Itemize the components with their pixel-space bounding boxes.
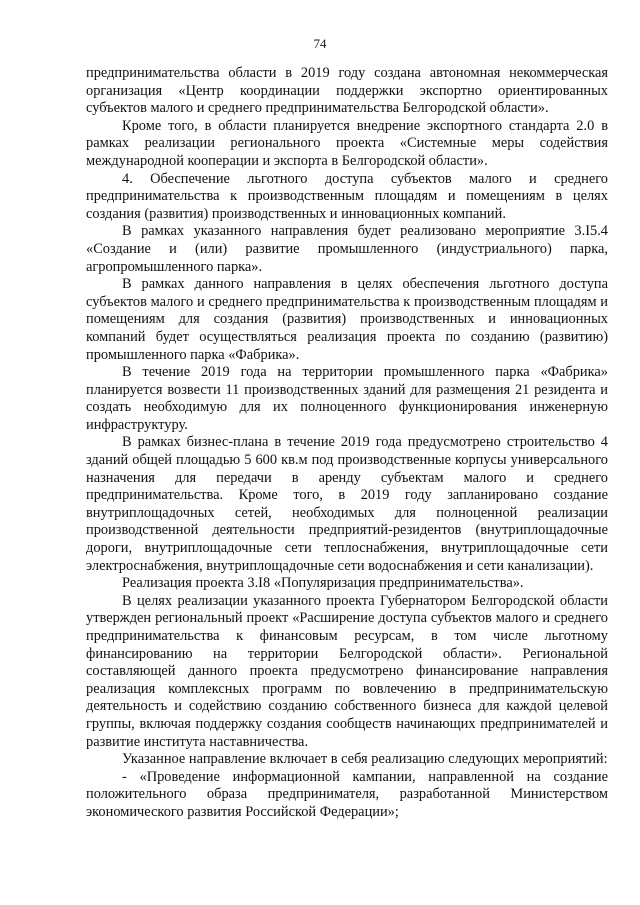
document-body bbox=[86, 65, 608, 822]
paragraph-fabrika-buildings: В течение 2019 года на территории промышленного парка «Фабрика» планируется возвести 11 производственных зданий для размещения 21 резидента и создать необходимую для их полноценного функционирования инженерную инфраструктуру. bbox=[86, 364, 608, 433]
paragraph-fabrika-project: В рамках данного направления в целях обеспечения льготного доступа субъектов малого и среднего предпринимательства к производственным площадям и помещениям для создания (развития) производственных и инновационных компаний будет осуществляться реализация проекта по созданию (развитию) промышленного парка «Фабрика». bbox=[86, 276, 608, 363]
paragraph-measure-3-i5-4: В рамках указанного направления будет реализовано мероприятие 3.I5.4 «Создание и (или) развитие промышленного (индустриального) парка, агропромышленного парка». bbox=[86, 223, 608, 275]
paragraph-regional-project: В целях реализации указанного проекта Губернатором Белгородской области утвержден региональный проект «Расширение доступа субъектов малого и среднего предпринимательства к финансовым ресурсам, в том числе льготному финансированию на территории Белгородской области». Региональной составляющей данного проекта предусмотрено финансирование направления реализация комплексных программ по вовлечению в предпринимательскую деятельность и содействию созданию собственного бизнеса для каждой целевой группы, включая поддержку создания сообществ начинающих предпринимателей и развитие института наставничества. bbox=[86, 592, 608, 750]
paragraph-item-4-heading: 4. Обеспечение льготного доступа субъектов малого и среднего предпринимательства к производственным площадям и помещениям в целях создания (развития) производственных и инновационных компаний. bbox=[86, 170, 608, 222]
paragraph-business-plan: В рамках бизнес-плана в течение 2019 года предусмотрено строительство 4 зданий общей площадью 5 600 кв.м под производственные корпусы универсального назначения для передачи в аренду субъектам малого и среднего предпринимательства. Кроме того, в 2019 году запланировано создание внутриплощадочных сетей, необходимых для полноценной реализации производственной деятельности предприятий-резидентов (внутриплощадочные дороги, внутриплощадочные сети теплоснабжения, внутриплощадочные сети электроснабжения, внутриплощадочные сети водоснабжения и сети канализации). bbox=[86, 434, 608, 574]
paragraph-continuation: предпринимательства области в 2019 году создана автономная некоммерческая организация «Центр координации поддержки экспортно ориентированных субъектов малого и среднего предпринимательства Белгородской области». bbox=[86, 65, 608, 117]
paragraph-export-standard: Кроме того, в области планируется внедрение экспортного стандарта 2.0 в рамках реализации регионального проекта «Системные меры содействия международной кооперации и экспорта в Белгородской области». bbox=[86, 117, 608, 169]
list-item-information-campaign: - «Проведение информационной кампании, направленной на создание положительного образа предпринимателя, разработанной Министерством экономического развития Российской Федерации»; bbox=[86, 768, 608, 820]
paragraph-direction-includes: Указанное направление включает в себя реализацию следующих мероприятий: bbox=[122, 751, 608, 768]
page-number: 74 bbox=[313, 36, 327, 51]
paragraph-project-3-i8: Реализация проекта 3.I8 «Популяризация предпринимательства». bbox=[122, 575, 524, 592]
